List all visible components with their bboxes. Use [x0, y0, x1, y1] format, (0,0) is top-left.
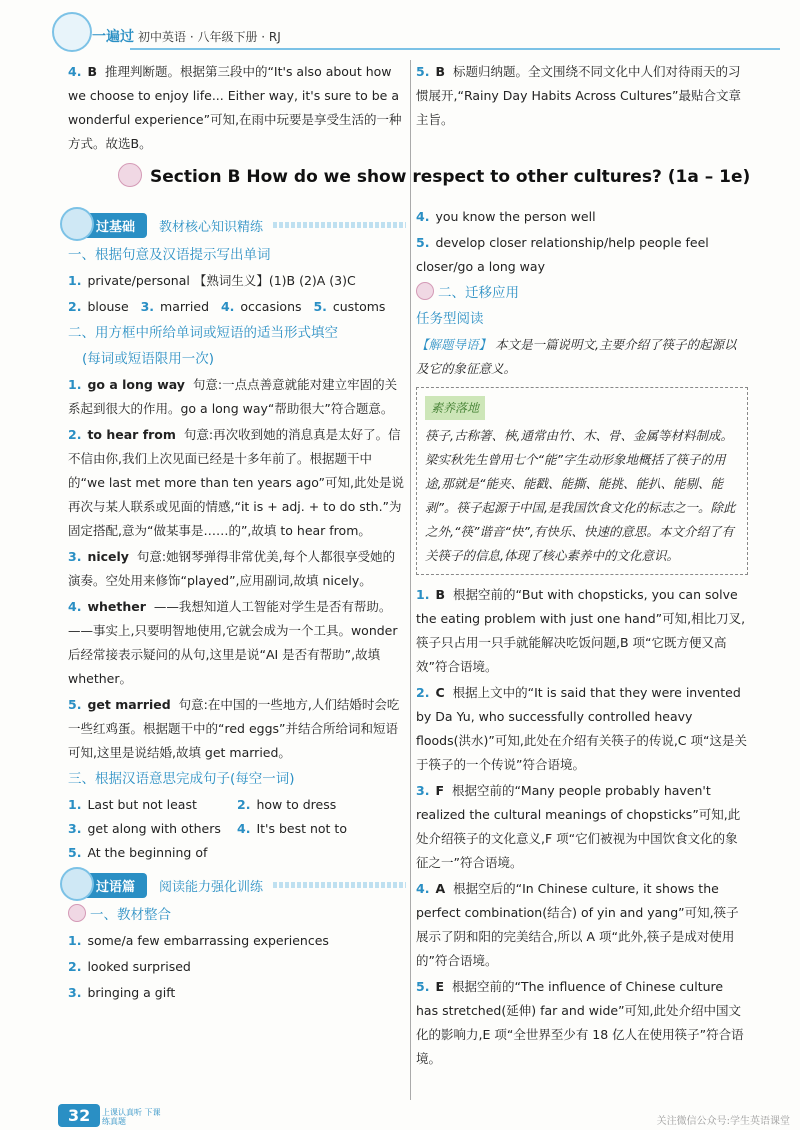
fill-item: 4. whether ——我想知道人工智能对学生是否有帮助。——事实上,只要明智地使用,它就会成为一个工具。wonder 后经常接表示疑问的从句,这里是说“AI 是否有帮助”,故填 whether。: [68, 599, 398, 686]
brand-logo-text: 一遍过: [92, 29, 134, 45]
banner-label: 过基础: [96, 219, 136, 235]
heading-part-1: 一、根据句意及汉语提示写出单词: [68, 247, 271, 263]
mascot-icon: [60, 207, 94, 241]
question-number: 4.: [68, 64, 82, 79]
page-footer: [0, 1092, 800, 1130]
fill-item: 3. nicely 句意:她钢琴弹得非常优美,每个人都很享受她的演奏。空处用来修饰“played”,应用副词,故填 nicely。: [68, 549, 396, 588]
reading-guide: 【解题导语】 本文是一篇说明文,主要介绍了筷子的起源以及它的象征意义。: [416, 337, 737, 376]
question-number: 5.: [416, 64, 430, 79]
reading-answer: 3. F 根据空前的“Many people probably haven't realized the cultural meanings of chopsticks”可知,此处介绍筷子的文化意义,F 项“它们被视为中国饮食文化的象征之一”符合语境。: [416, 783, 741, 870]
column-divider: [410, 60, 411, 1100]
answer-letter: B: [435, 64, 445, 79]
section-b-title: Section B How do we show respect to other cultures? (1a – 1e): [118, 163, 758, 189]
heading-task-reading: 任务型阅读: [416, 311, 484, 327]
heading-part-2-note: (每词或短语限用一次): [82, 351, 215, 367]
heading-integration: 一、教材整合: [68, 903, 406, 927]
flower-icon: [68, 904, 86, 922]
banner-reading: [68, 871, 406, 899]
reading-answer: 5. E 根据空前的“The influence of Chinese culture has stretched(延伸) far and wide”可知,此处介绍中国文化的影响力,E 项“全世界至少有 18 亿人在使用筷子”符合语境。: [416, 979, 744, 1066]
banner-stripe: [273, 882, 406, 888]
fill-item: 2. to hear from 句意:再次收到她的消息真是太好了。信不信由你,我们上次见面已经是十多年前了。根据题干中的“we last met more than ten years ago”可知,此处是说再次与某人联系或见面的情感,“it is + adj. + to do sth.”为固定搭配,意为“做某事是……的”,故填 to hear from。: [68, 427, 404, 538]
header-divider: [130, 48, 780, 50]
top-right-answer: [416, 60, 748, 134]
top-left-answer: [68, 60, 406, 158]
mascot-icon: [60, 867, 94, 901]
book-subtitle: 初中英语 · 八年级下册 · RJ: [138, 30, 281, 44]
heading-transfer: 二、迁移应用: [416, 281, 748, 305]
explanation-text: 推理判断题。根据第三段中的“It's also about how we choose to enjoy life... Either way, it's sure to be a wonderful experience”可知,在雨中玩要是享受生活的一种方式。故选B。: [68, 64, 402, 151]
banner-basics: [68, 211, 406, 239]
answer-letter: B: [87, 64, 97, 79]
literacy-tag: 素养落地: [425, 396, 485, 420]
reading-answer: 2. C 根据上文中的“It is said that they were invented by Da Yu, who successfully controlled heavy floods(洪水)”可知,此处在介绍有关筷子的传说,C 项“这是关于筷子的一个传说”符合语境。: [416, 685, 747, 772]
banner-subtitle: 阅读能力强化训练: [159, 879, 264, 895]
page-number: 32: [58, 1104, 100, 1127]
reading-answer: 4. A 根据空后的“In Chinese culture, it shows the perfect combination(结合) of yin and yang”可知,筷子展示了阴和阳的完美结合,所以 A 项“此外,筷子是成对使用的”符合语境。: [416, 881, 739, 968]
fill-item: 1. go a long way 句意:一点点善意就能对建立牢固的关系起到很大的作用。go a long way“帮助很大”符合题意。: [68, 377, 398, 416]
flower-icon: [416, 282, 434, 300]
footer-slogan: 上课认真听 下课练真题: [102, 1108, 161, 1126]
mascot-logo-icon: [52, 12, 92, 52]
literacy-text: 筷子,古称箸、梜,通常由竹、木、骨、金属等材料制成。梁实秋先生曾用七个“能”字生动形象地概括了筷子的用途,那就是“能夹、能戳、能撕、能挑、能扒、能剔、能剥”。筷子起源于中国,是我国饮食文化的标志之一。除此之外,“筷”谐音“快”,有快乐、快速的意思。本文介绍了有关筷子的信息,体现了核心素养中的文化意识。: [425, 428, 736, 563]
banner-stripe: [273, 222, 406, 228]
heading-part-3: 三、根据汉语意思完成句子(每空一词): [68, 771, 295, 787]
page-header: [0, 0, 800, 64]
banner-label: 过语篇: [96, 879, 136, 895]
explanation-text: 标题归纳题。全文围绕不同文化中人们对待雨天的习惯展开,“Rainy Day Habits Across Cultures”最贴合文章主旨。: [416, 64, 742, 127]
banner-subtitle: 教材核心知识精练: [159, 219, 264, 235]
watermark: 关注微信公众号:学生英语课堂: [656, 1116, 790, 1127]
answer-text: private/personal 【熟词生义】(1)B (2)A (3)C: [87, 273, 356, 288]
left-column: 过基础 教材核心知识精练 一、根据句意及汉语提示写出单词 1. private/personal 【熟词生义】(1)B (2)A (3)C 2. blouse 3. married 4. occasions 5. customs 二、用方框中所给单词或短语的适当形式填空 (每词或短语限用一次) 1. go a long way 句意:一点点善意就能对建立牢固的关系起到很大的作用。go a long way“帮助很大”符合题意。 2. to hear from 句意:再次收到她的消息真是太好了。信不信由你,我们上次见面已经是十多年前了。根据题干中的“we last met more than ten years ago”可知,此处是说再次与某人联系或见面的情感,“it is + adj. + to do sth.”为固定搭配,意为“做某事是……的”,故填 to hear from。 3. nicely 句意:她钢琴弹得非常优美,每个人都很享受她的演奏。空处用来修饰“played”,应用副词,故填 nicely。 4. whether ——我想知道人工智能对学生是否有帮助。——事实上,只要明智地使用,它就会成为一个工具。wonder 后经常接表示疑问的从句,这里是说“AI 是否有帮助”,故填 whether。 5. get married 句意:在中国的一些地方,人们结婚时会吃一些红鸡蛋。根据题干中的“red eggs”并结合所给词和短语可知,这里是说结婚,故填 get married。 三、根据汉语意思完成句子(每空一词) 1. Last but not least 2. how to dress 3. get along with others 4. It's best not to 5. At the beginning of 过语篇 阅读能力强化训练 一、教材整合 1. some/a few embarrassing experiences 2. looked surprised 3. bringing a gift: [68, 205, 406, 1007]
heading-part-2: 二、用方框中所给单词或短语的适当形式填空: [68, 325, 338, 341]
reading-answer: 1. B 根据空前的“But with chopsticks, you can solve the eating problem with just one hand”可知,相比刀叉,筷子只占用一只手就能解决吃饭问题,B 项“它既方便又高效”符合语境。: [416, 587, 746, 674]
literacy-box: [416, 387, 748, 575]
right-column: 4. you know the person well 5. develop closer relationship/help people feel closer/go a long way 二、迁移应用 任务型阅读 【解题导语】 本文是一篇说明文,主要介绍了筷子的起源以及它的象征意义。 素养落地 筷子,古称箸、梜,通常由竹、木、骨、金属等材料制成。梁实秋先生曾用七个“能”字生动形象地概括了筷子的用途,那就是“能夹、能戳、能撕、能挑、能扒、能剔、能剥”。筷子起源于中国,是我国饮食文化的标志之一。除此之外,“筷”谐音“快”,有快乐、快速的意思。本文介绍了有关筷子的信息,体现了核心素养中的文化意识。 1. B 根据空前的“But with chopsticks, you can solve the eating problem with just one hand”可知,相比刀叉,筷子只占用一只手就能解决吃饭问题,B 项“它既方便又高效”符合语境。 2. C 根据上文中的“It is said that they were invented by Da Yu, who successfully controlled heavy floods(洪水)”可知,此处在介绍有关筷子的传说,C 项“这是关于筷子的一个传说”符合语境。 3. F 根据空前的“Many people probably haven't realized the cultural meanings of chopsticks”可知,此处介绍筷子的文化意义,F 项“它们被视为中国饮食文化的象征之一”符合语境。 4. A 根据空后的“In Chinese culture, it shows the perfect combination(结合) of yin and yang”可知,筷子展示了阴和阳的完美结合,所以 A 项“此外,筷子是成对使用的”符合语境。 5. E 根据空前的“The influence of Chinese culture has stretched(延伸) far and wide”可知,此处介绍中国文化的影响力,E 项“全世界至少有 18 亿人在使用筷子”符合语境。: [416, 205, 748, 1073]
section-flower-icon: [118, 163, 142, 187]
fill-item: 5. get married 句意:在中国的一些地方,人们结婚时会吃一些红鸡蛋。根据题干中的“red eggs”并结合所给词和短语可知,这里是说结婚,故填 get married。: [68, 697, 400, 760]
